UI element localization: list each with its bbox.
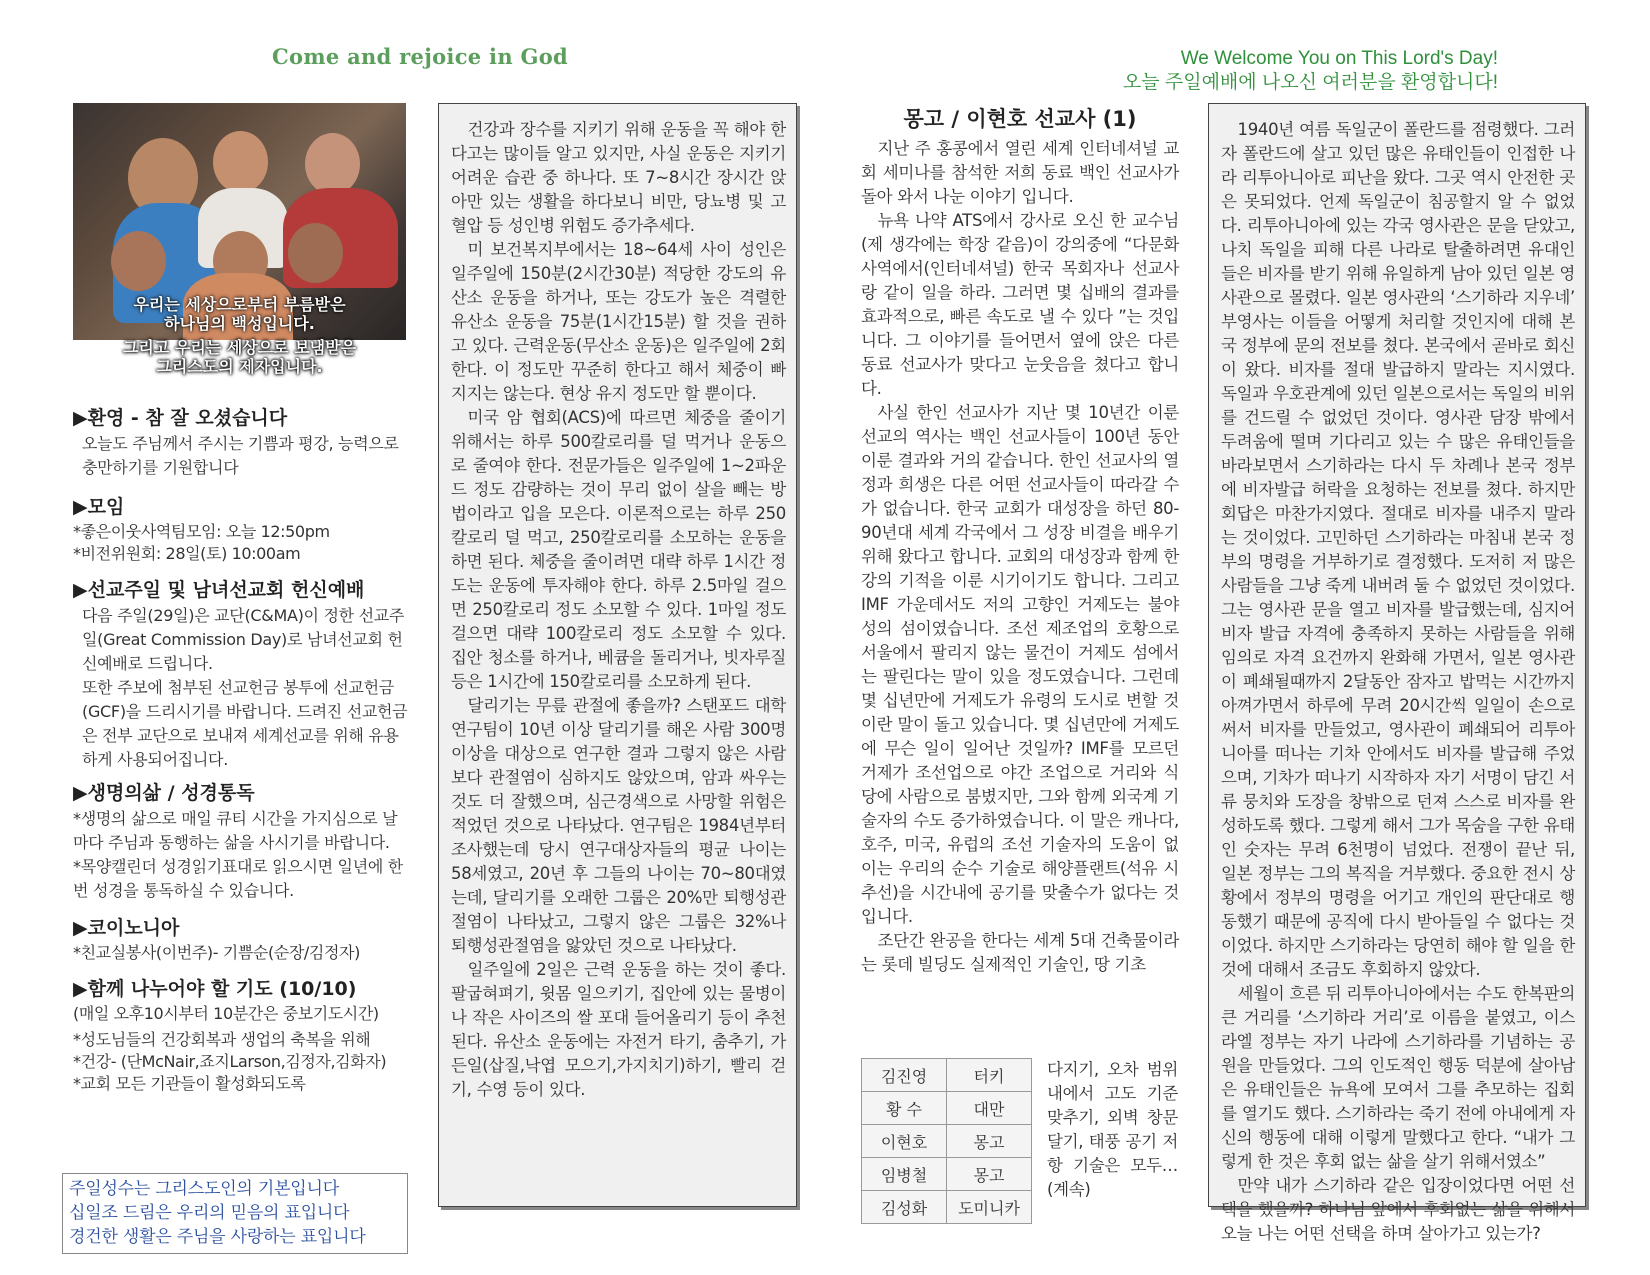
missionary-name: 이현호 [862,1125,947,1158]
welcome-english: We Welcome You on This Lord's Day! [1180,48,1498,69]
meeting-item: *좋은이웃사역팀모임: 오늘 12:50pm [73,522,330,541]
health-paragraph: 건강과 장수를 지키기 위해 운동을 꼭 해야 한다고는 많이들 알고 있지만, 사실 운동은 지키기 어려운 습관 중 하나다. 또 7~8시간 장시간 앉아만 있는 생활을 하다보니 비만, 당뇨병 및 고혈압 등 성인병 위험도 증가추세다. [451,120,786,235]
health-paragraph: 미국 암 협회(ACS)에 따르면 체중을 줄이기 위해서는 하루 500칼로리를 덜 먹거나 운동으로 줄여야 한다. 전문가들은 일주일에 1~2파운드 정도 감량하는 것이 무리 없이 살을 빼는 방법이라고 입을 모은다. 이론적으로는 하루 250칼로리 덜 먹고, 250칼로리를 소모하는 운동을 하면 된다. 체중을 줄이려면 대략 하루 1시간 정도는 운동에 투자해야 한다. 하루 2.5마일 걸으면 250칼로리 정도 소모할 수 있다. 1마일 정도 걸으면 대략 100칼로리 정도 소모할 수 있다. 집안 청소를 하거나, 베큠을 돌리거나, 빗자루질 등은 1시간에 150칼로리를 소모하게 된다. [451,408,786,691]
table-row [862,1125,1032,1158]
table-row [862,1092,1032,1125]
caption-line-4: 그리스도의 제자입니다. [156,357,323,376]
announcements-column [73,103,408,340]
missionary-name: 김진영 [862,1059,947,1092]
mission-title: ▶선교주일 및 남녀선교회 헌신예배 [73,579,365,601]
prayer-subtitle: (매일 오후10시부터 10분간은 중보기도시간) [73,1004,379,1023]
caption-line-1: 우리는 세상으로부터 부름받은 [133,295,346,314]
missionary-paragraph: 사실 한인 선교사가 지난 몇 10년간 이룬 선교의 역사는 백인 선교사들이 100년 동안 이룬 결과와 거의 같습니다. 한인 선교사의 열정과 희생은 다른 어떤 선교사들이 따라갈 수가 없습니다. 한국 교회가 대성장을 하던 80-90년대 세계 각국에서 그 성장 비결을 배우기 위해 왔다고 합니다. 교회의 대성장과 함께 한강의 기적을 이룬 시기이기도 합니다. 그리고 IMF 가운데서도 저의 고향인 거제도는 불야성의 섬이였습니다. 조선 제조업의 호황으로 서울에서 팔리지 않는 물건이 거제도 섬에서는 팔린다는 말이 있을 정도였습니다. 그런데 몇 십년만에 거제도가 유령의 도시로 변할 것이란 말이 돌고 있습니다. 몇 십년만에 거제도에 무슨 일이 일어난 것일까? IMF를 모르던 거제가 조선업으로 야간 조업으로 거리와 식당에 사람으로 붐볐지만, 그와 함께 외국계 기술자의 수도 증가하였습니다. 이 말은 캐나다, 호주, 미국, 유럽의 조선 기술자의 도움이 없이는 우리의 순수 기술로 해양플랜트(석유 시추선)을 시간내에 공기를 맞출수가 없다는 것입니다. [861,403,1179,926]
missionary-paragraph: 지난 주 홍콩에서 열린 세계 인터네셔널 교회 세미나를 참석한 저희 동료 백인 선교사가 돌아 와서 나눈 이야기 입니다. [861,139,1179,206]
missionary-name: 임병철 [862,1158,947,1191]
missionary-name: 황 수 [862,1092,947,1125]
story-paragraph: 만약 내가 스기하라 같은 입장이었다면 어떤 선택을 했을까? 하나님 앞에서 후회없는 삶을 위해서 오늘 나는 어떤 선택을 하며 살아가고 있는가? [1221,1176,1575,1243]
bible-item: *목양캘린더 성경읽기표대로 읽으시면 일년에 한번 성경을 통독하실 수 있습니다. [73,857,403,900]
table-row [862,1059,1032,1092]
missionary-table [861,1058,1032,1224]
photo-caption-lower [73,338,406,376]
mission-body: 다음 주일(29일)은 교단(C&MA)이 정한 선교주일(Great Commission Day)로 남녀선교회 헌신예배로 드립니다. [82,606,405,673]
welcome-body: 오늘도 주님께서 주시는 기쁨과 평강, 능력으로 충만하기를 기원합니다 [82,434,399,477]
koinonia-item: *친교실봉사(이번주)- 기쁨순(순장/김정자) [73,943,360,962]
congregation-photo [73,103,406,340]
table-row [862,1191,1032,1224]
prayer-title: ▶함께 나누어야 할 기도 (10/10) [73,978,357,1000]
meeting-item: *비전위원회: 28일(토) 10:00am [73,544,301,563]
missionary-text [861,137,1179,977]
footer-motto-box [62,1173,408,1254]
welcome-korean: 오늘 주일예배에 나오신 여러분을 환영합니다! [1122,72,1498,93]
caption-line-2: 하나님의 백성입니다. [164,314,315,333]
prayer-item: *교회 모든 기관들이 활성화되도록 [73,1074,306,1093]
missionary-side-text: 다지기, 오차 범위내에서 고도 기준 맞추기, 외벽 창문 달기, 태풍 공기 저항 기술은 모두…(계속) [1047,1060,1178,1199]
missionary-country: 도미니카 [947,1191,1032,1224]
health-paragraph: 일주일에 2일은 근력 운동을 하는 것이 좋다. 팔굽혀펴기, 윗몸 일으키기, 집안에 있는 물병이나 작은 사이즈의 쌀 포대 들어올리기 등이 추천된다. 유산소 운동에는 자전거 타기, 춤추기, 가든일(삽질,낙엽 모으기,가지치기)하기, 빨리 걷기, 수영 등이 있다. [451,960,786,1099]
health-article-box [438,103,797,1207]
story-paragraph: 1940년 여름 독일군이 폴란드를 점령했다. 그러자 폴란드에 살고 있던 많은 유태인들이 인접한 나라 리투아니아로 피난을 왔다. 그곳 역시 안전한 곳은 못되었다. 언제 독일군이 침공할지 알 수 없었다. 리투아니아에 있는 각국 영사관은 문을 닫았고, 나치 독일을 피해 다른 나라로 탈출하려면 유대인들은 비자를 받기 위해 유일하게 남아 있던 일본 영사관으로 몰렸다. 일본 영사관의 ‘스기하라 지우네’ 부영사는 이들을 어떻게 처리할 것인지에 대해 본국 정부에 문의 전보를 쳤다. 본국에서 곧바로 회신이 왔다. 비자를 절대 발급하지 말라는 지시였다. 독일과 우호관계에 있던 일본으로서는 독일의 비위를 건드릴 수 없었던 것이다. 영사관 담장 밖에서 두려움에 떨며 기다리고 있는 수 많은 유태인들을 바라보면서 스기하라는 다시 두 차례나 본국 정부에 비자발급 허락을 요청하는 전보를 쳤다. 하지만 회답은 마찬가지였다. 절대로 비자를 내주지 말라는 것이었다. 고민하던 스기하라는 마침내 본국 정부의 명령을 거부하기로 결정했다. 도저히 저 많은 사람들을 그냥 죽게 내버려 둘 수 없었던 것이었다. 그는 영사관 문을 열고 비자를 발급했는데, 심지어 비자 발급 자격에 충족하지 못하는 사람들을 위해 임의로 자격 요건까지 완화해 가면서, 일본 영사관이 폐쇄될때까지 2달동안 잠자고 밥먹는 시간까지 아껴가면서 하루에 무려 20시간씩 일일이 손으로 써서 비자를 만들었고, 영사관이 폐쇄되어 리투아니아를 떠나는 기차 안에서도 비자를 발급해 주었으며, 기차가 떠나기 시작하자 자기 서명이 담긴 서류 뭉치와 도장을 창밖으로 던져 스스로 비자를 완성하도록 했다. 그렇게 해서 그가 목숨을 구한 유태인 숫자는 무려 6천명이 넘었다. 전쟁이 끝난 뒤, 일본 정부는 그의 복직을 거부했다. 중요한 전시 상황에서 정부의 명령을 어기고 개인의 판단대로 행동했기 때문에 공직에 다시 받아들일 수 없다는 것이었다. 하지만 스기하라는 당연히 해야 할 일을 한 것에 대해서 조금도 후회하지 않았다. [1221,120,1575,979]
missionary-paragraph: 조단간 완공을 한다는 세계 5대 건축물이라는 롯데 빌딩도 실제적인 기술인, 땅 기초 [861,931,1179,974]
caption-line-3: 그리고 우리는 세상으로 보냄받은 [122,338,357,357]
story-article-box [1208,103,1586,1243]
header-welcome [1123,47,1498,95]
motto-line: 십일조 드림은 우리의 믿음의 표입니다 [69,1203,350,1223]
story-paragraph: 세월이 흐른 뒤 리투아니아에서는 수도 한복판의 큰 거리를 ‘스기하라 거리’로 이름을 붙였고, 이스라엘 정부는 자기 나라에 스기하라를 기념하는 공원을 만들었다. 그의 인도적인 행동 덕분에 살아남은 유태인들은 뉴욕에 모여서 그를 추모하는 집회를 열기도 했다. 스기하라는 죽기 전에 아내에게 자신의 행동에 대해 이렇게 말했다고 한다. “내가 그렇게 한 것은 후회 없는 삶을 살기 위해서였소” [1221,984,1576,1171]
bible-title: ▶생명의삶 / 성경통독 [73,782,255,804]
prayer-item: *건강- (단McNair,죠지Larson,김정자,김화자) [73,1052,387,1071]
health-article-text [439,104,796,1102]
story-article-text [1209,104,1585,1246]
prayer-item: *성도님들의 건강회복과 생업의 축복을 위해 [73,1030,371,1049]
missionary-title: 몽고 / 이현호 선교사 (1) [903,107,1137,131]
health-paragraph: 달리기는 무릎 관절에 좋을까? 스탠포드 대학 연구팀이 10년 이상 달리기를 해온 사람 300명 이상을 대상으로 연구한 결과 그렇지 않은 사람보다 관절염이 심하지도 않았으며, 암과 싸우는 것도 더 잘했으며, 심근경색으로 사망할 위험은 적었던 것으로 나타났다. 연구팀은 1984년부터 조사했는데 당시 연구대상자들의 평균 나이는 58세였고, 20년 후 그들의 나이는 70~80대였는데, 달리기를 오래한 그룹은 20%만 퇴행성관절염이 나타났고, 그렇지 않은 그룹은 32%나 퇴행성관절염을 앓았던 것으로 나타났다. [451,696,786,955]
missionary-name: 김성화 [862,1191,947,1224]
missionary-paragraph: 뉴욕 나약 ATS에서 강사로 오신 한 교수님(제 생각에는 학장 같음)이 강의중에 “다문화 사역에서(인터네셔널) 한국 목회자나 선교사랑 같이 일을 하라. 그러면 몇 십배의 결과를 효과적으로, 빠른 속도로 낼 수 있다 ”는 것입니다. 그 이야기를 들어면서 옆에 앉은 다른 동료 선교사가 맞다고 눈웃음을 쳤다고 합니다. [861,211,1179,398]
health-paragraph: 미 보건복지부에서는 18~64세 사이 성인은 일주일에 150분(2시간30분) 적당한 강도의 유산소 운동을 하거나, 또는 강도가 높은 격렬한 유산소 운동을 75분(1시간15분) 할 것을 권하고 있다. 근력운동(무산소 운동)은 일주일에 2회 한다. 이 정도만 꾸준히 한다고 해서 체중이 빠지지는 않는다. 현상 유지 정도만 할 뿐이다. [451,240,786,403]
meeting-title: ▶모임 [73,496,125,518]
motto-line: 경건한 생활은 주님을 사랑하는 표입니다 [69,1227,366,1247]
motto-line: 주일성수는 그리스도인의 기본입니다 [69,1179,339,1199]
announcements-list [73,395,408,1095]
mission-offering: 또한 주보에 첨부된 선교헌금 봉투에 선교헌금(GCF)을 드리시기를 바랍니다. 드려진 선교헌금은 전부 교단으로 보내져 세계선교를 위해 유용하게 사용되어집니다. [82,678,408,769]
missionary-country: 몽고 [947,1125,1032,1158]
koinonia-title: ▶코이노니아 [73,917,180,939]
bible-item: *생명의 삶으로 매일 큐티 시간을 가지심으로 날마다 주님과 동행하는 삶을 사시기를 바랍니다. [73,809,398,852]
welcome-title: ▶환영 - 참 잘 오셨습니다 [73,407,288,429]
missionary-country: 터키 [947,1059,1032,1092]
missionary-article [861,103,1179,977]
header-slogan: Come and rejoice in God [272,44,569,69]
table-row [862,1158,1032,1191]
missionary-country: 대만 [947,1092,1032,1125]
missionary-country: 몽고 [947,1158,1032,1191]
photo-caption [73,295,406,333]
